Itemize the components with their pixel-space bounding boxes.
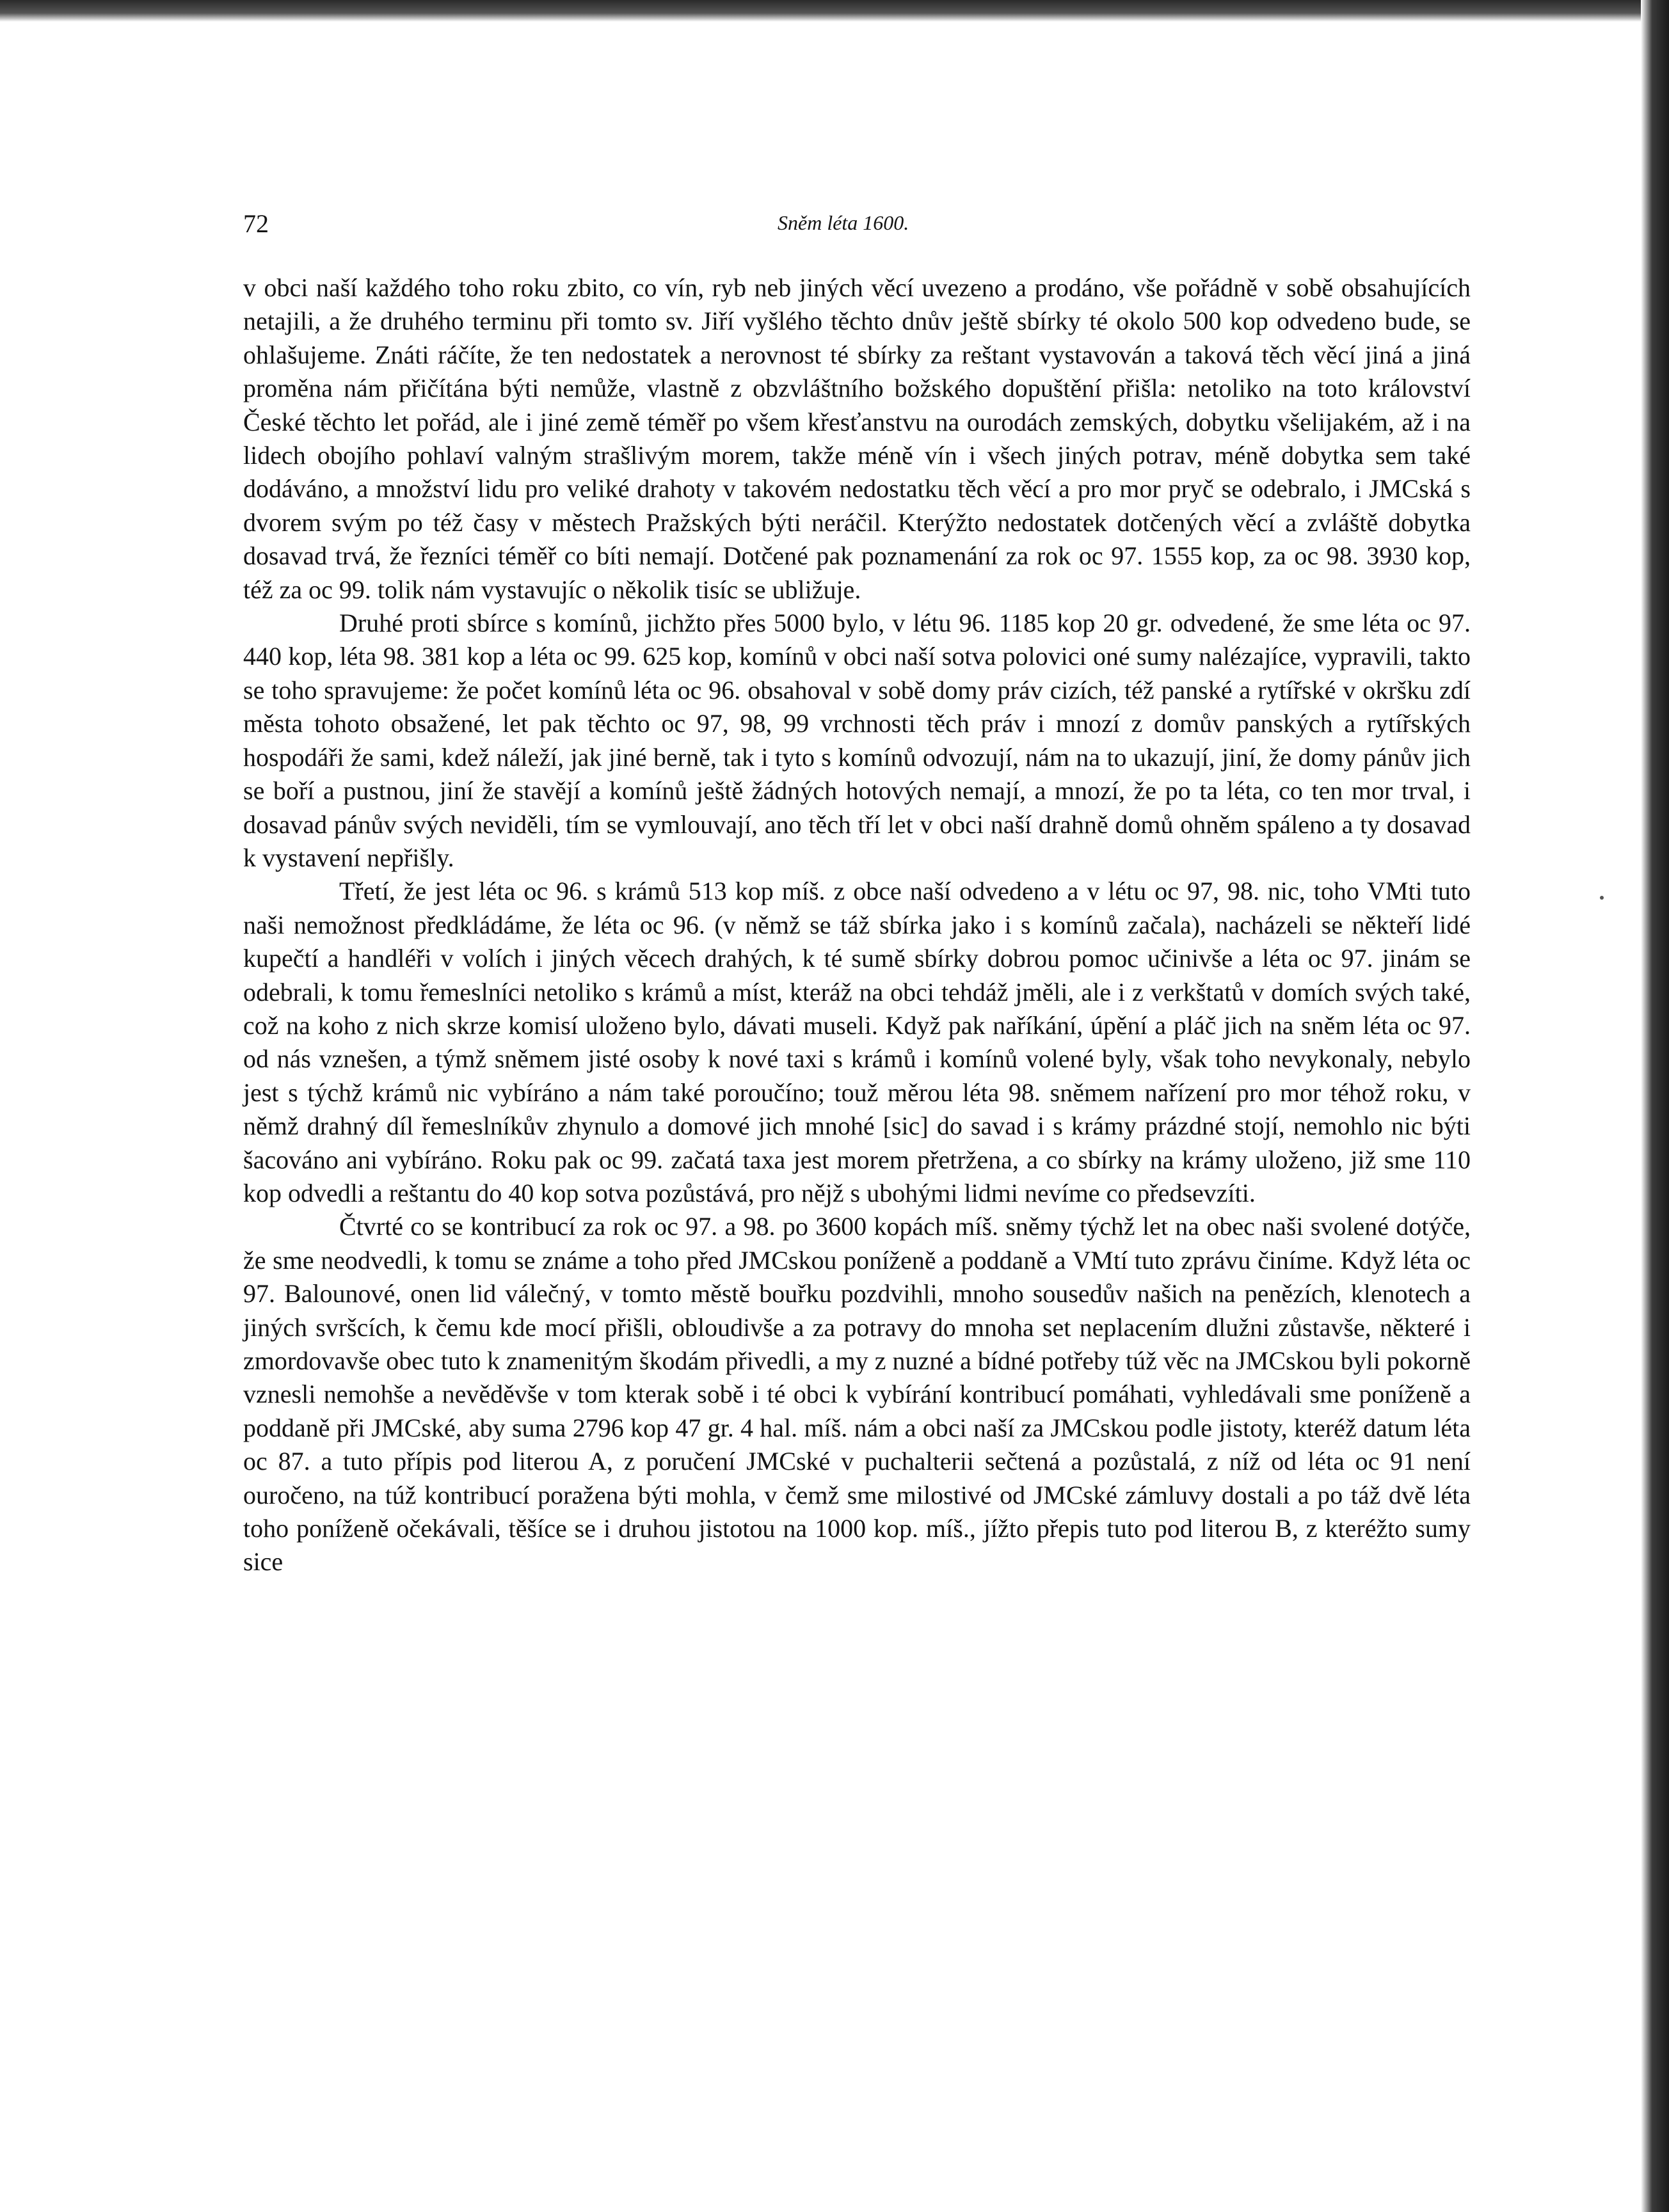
body-text [243, 271, 1471, 1579]
scan-border-top [0, 0, 1669, 22]
page-header [243, 209, 1472, 247]
paragraph-3: Třetí, že jest léta oc 96. s krámů 513 kop míš. z obce naší odvedeno a v létu oc 97, 98. nic, toho VMti tuto naši nemožnost předkládáme, že léta oc 96. (v němž se táž sbírka jako i s komínů začala), nacházeli se někteří lidé kupečtí a handléři v volích i jiných věcech drahých, k té sumě sbírky dobrou pomoc učinivše a léta oc 97. jinám se odebrali, k tomu řemeslníci netoliko s krámů a míst, kteráž na obci tehdáž jměli, ale i z verkštatů v domích svých také, což na koho z nich skrze komisí uloženo bylo, dávati museli. Když pak naříkání, úpění a pláč jich na sněm léta oc 97. od nás vznešen, a týmž sněmem jisté osoby k nové taxi s krámů i komínů volené byly, však toho nevykonaly, nebylo jest s týchž krámů nic vybíráno a nám také poroučíno; touž měrou léta 98. sněmem nařízení pro mor téhož roku, v němž drahný díl řemeslníkův zhynulo a domové jich mnohé [sic] do savad i s krámy prázdné stojí, nemohlo nic býti šacováno ani vybíráno. Roku pak oc 99. začatá taxa jest morem přetržena, a co sbírky na krámy uloženo, již sme 110 kop odvedli a reštantu do 40 kop sotva pozůstává, pro nějž s ubohými lidmi nevíme co předsevzíti. [243, 877, 1471, 1207]
scan-speck [1600, 896, 1604, 900]
paragraph-4: Čtvrté co se kontribucí za rok oc 97. a 98. po 3600 kopách míš. sněmy týchž let na obec naši svolené dotýče, že sme neodvedli, k tomu se známe a toho před JMCskou poníženě a poddaně a VMtí tuto zprávu činíme. Když léta oc 97. Balounové, onen lid válečný, v tomto městě bouřku pozdvihli, mnoho sousedův našich na penězích, klenotech a jiných svršcích, k čemu kde mocí přišli, obloudivše a za potravy do mnoha set neplacením dlužni zůstavše, některé i zmordovavše obec tuto k znamenitým škodám přivedli, a my z nuzné a bídné potřeby túž věc na JMCskou byli pokorně vznesli nemohše a nevěděvše v tom kterak sobě i té obci k vybírání kontribucí pomáhati, vyhledávali sme poníženě a poddaně při JMCské, aby suma 2796 kop 47 gr. 4 hal. míš. nám a obci naší za JMCskou podle jistoty, kteréž datum léta oc 87. a tuto přípis pod literou A, z poručení JMCské v puchalterii sečtená a pozůstalá, z níž od léta oc 91 není ouročeno, na túž kontribucí poražena býti mohla, v čemž sme milostivé od JMCské zámluvy dostali a po táž dvě léta toho poníženě očekávali, těšíce se i druhou jistotou na 1000 kop. míš., jížto přepis tuto pod literou B, z kteréžto sumy sice [243, 1212, 1471, 1577]
page-number: 72 [243, 209, 269, 238]
paragraph-2: Druhé proti sbírce s komínů, jichžto přes 5000 bylo, v létu 96. 1185 kop 20 gr. odvedené, že sme léta oc 97. 440 kop, léta 98. 381 kop a léta oc 99. 625 kop, komínů v obci naší sotva polovici oné sumy nalézajíce, vypravili, takto se toho spravujeme: že počet komínů léta oc 96. obsahoval v sobě domy práv cizích, též panské a rytířské v okršku zdí města tohoto obsažené, let pak těchto oc 97, 98, 99 vrchnosti těch práv i mnozí z domův panských a rytířských hospodáři že sami, kdež náleží, jak jiné berně, tak i tyto s komínů odvozují, nám na to ukazují, jiní, že domy pánův jich se boří a pustnou, jiní že stavějí a komínů ještě žádných hotových nemají, a mnozí, že po ta léta, co ten mor trval, i dosavad pánův svých neviděli, tím se vymlouvají, ano těch tří let v obci naší drahně domů ohněm spáleno a ty dosavad k vystavení nepřišly. [243, 609, 1471, 872]
paragraph-1: v obci naší každého toho roku zbito, co vín, ryb neb jiných věcí uvezeno a prodáno, vše pořádně v sobě obsahujících netajili, a že druhého terminu při tomto sv. Jiří vyšlého těchto dnův ještě sbírky té okolo 500 kop odvedeno bude, se ohlašujeme. Znáti ráčíte, že ten nedostatek a nerovnost té sbírky za reštant vystavován a taková těch věcí jiná a jiná proměna nám přičítána býti nemůže, vlastně z obzvláštního božského dopuštění přišla: netoliko na toto království České těchto let pořád, ale i jiné země téměř po všem křesťanstvu na ourodách zemských, dobytku všelijakém, až i na lidech obojího pohlaví valným strašlivým morem, takže méně vín i všech jiných potrav, méně dobytka sem také dodáváno, a množství lidu pro veliké drahoty v takovém nedostatku těch věcí a pro mor pryč se odebralo, i JMCská s dvorem svým po též časy v městech Pražských býti neráčil. Kterýžto nedostatek dotčených věcí a zvláště dobytka dosavad trvá, že řezníci téměř co bíti nemají. Dotčené pak poznamenání za rok oc 97. 1555 kop, za oc 98. 3930 kop, též za oc 99. tolik nám vystavujíc o několik tisíc se ubližuje. [243, 273, 1471, 604]
running-title: Sněm léta 1600. [778, 211, 909, 234]
scan-border-right [1641, 0, 1669, 2212]
